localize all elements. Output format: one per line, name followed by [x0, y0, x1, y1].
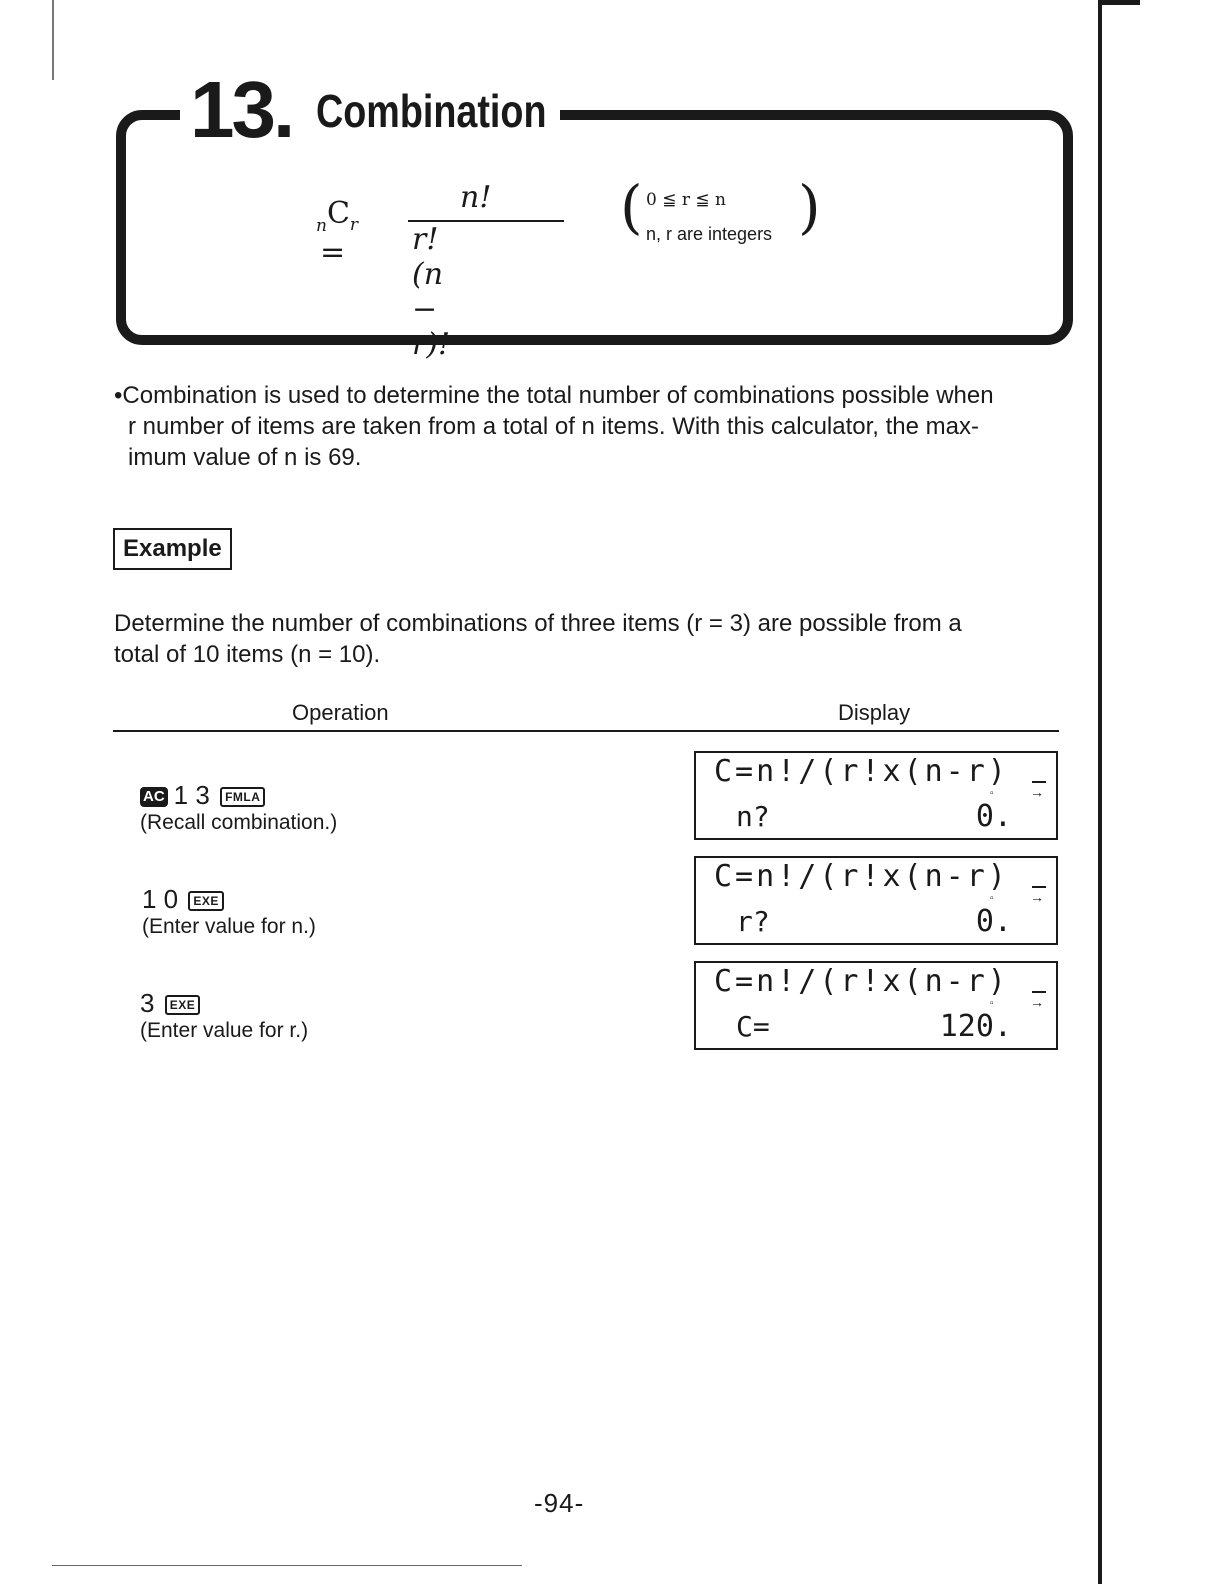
display-1	[694, 751, 1058, 840]
step-1-input: 1 3	[173, 780, 210, 810]
display-2-cursor	[1032, 886, 1046, 888]
display-header: Display	[838, 700, 911, 725]
formula-equals: =	[320, 235, 346, 270]
example-question	[114, 608, 1074, 670]
header-rule	[113, 730, 1059, 732]
formula-lhs-sub: r	[349, 215, 359, 235]
step-1-keys	[140, 780, 337, 810]
display-2	[694, 856, 1058, 945]
question-line-2: total of 10 items (n = 10).	[114, 641, 381, 668]
step-3-note: (Enter value for r.)	[140, 1019, 309, 1042]
formula-denominator: r!(n − r)!	[412, 222, 451, 362]
display-2-line-1: C=n!/(r!x(n-r)	[714, 859, 1009, 894]
scan-edge-right-top	[1098, 0, 1140, 5]
formula-conditions	[620, 173, 821, 254]
exe-key-icon: EXE	[165, 995, 201, 1015]
condition-range: 0 ≦ r ≦ n	[646, 190, 726, 210]
exe-key-icon: EXE	[188, 891, 224, 911]
formula-numerator: n!	[460, 180, 492, 215]
display-3-arrow-icon: →	[1030, 994, 1044, 1010]
description-line-1: •Combination is used to determine the total number of combinations possible when	[114, 382, 994, 409]
example-label: Example	[113, 528, 232, 570]
left-paren: (	[620, 173, 643, 241]
display-3-line-1: C=n!/(r!x(n-r)	[714, 964, 1009, 999]
right-paren: )	[798, 173, 821, 241]
display-2-value: 0.	[975, 904, 1012, 939]
display-1-arrow-icon: →	[1030, 784, 1044, 800]
display-1-indicator-icon: ▫	[990, 788, 994, 799]
page-number: -94-	[534, 1488, 585, 1518]
step-1-operation	[140, 780, 337, 836]
scan-edge-left	[52, 0, 54, 80]
step-2-note: (Enter value for n.)	[142, 915, 316, 938]
scan-edge-right	[1098, 0, 1102, 1584]
formula-lhs-main: C	[326, 196, 350, 231]
display-2-prompt: r?	[736, 905, 770, 938]
display-1-cursor	[1032, 781, 1046, 783]
step-1-note: (Recall combination.)	[140, 811, 338, 834]
scan-edge-bottom	[52, 1565, 522, 1566]
step-3-input: 3	[140, 988, 155, 1018]
display-3	[694, 961, 1058, 1050]
display-2-indicator-icon: ▫	[990, 893, 994, 904]
display-3-cursor	[1032, 991, 1046, 993]
section-title: Combination	[316, 85, 547, 137]
step-2-operation	[142, 884, 316, 940]
step-3-keys	[140, 988, 308, 1018]
display-3-indicator-icon: ▫	[990, 998, 994, 1009]
description-line-2: r number of items are taken from a total of n items. With this calculator, the max-	[128, 413, 979, 440]
step-2-keys	[142, 884, 316, 914]
formula-lhs-pre: n	[316, 216, 327, 236]
display-1-value: 0.	[975, 799, 1012, 834]
step-3-operation	[140, 988, 308, 1044]
display-3-prompt: C=	[736, 1010, 770, 1043]
section-number: 13.	[190, 65, 293, 154]
display-2-arrow-icon: →	[1030, 889, 1044, 905]
fmla-key-icon: FMLA	[220, 787, 265, 807]
step-2-input: 1 0	[142, 884, 179, 914]
display-1-prompt: n?	[736, 800, 770, 833]
operation-header: Operation	[292, 700, 389, 725]
display-1-line-1: C=n!/(r!x(n-r)	[714, 754, 1009, 789]
condition-integers: n, r are integers	[646, 224, 773, 244]
formula-lhs	[316, 196, 358, 270]
ac-key-icon: AC	[140, 787, 168, 807]
display-3-value: 120.	[939, 1009, 1012, 1044]
question-line-1: Determine the number of combinations of three items (r = 3) are possible from a	[114, 610, 962, 637]
description-line-3: imum value of n is 69.	[128, 444, 362, 471]
description-paragraph	[114, 380, 1064, 473]
